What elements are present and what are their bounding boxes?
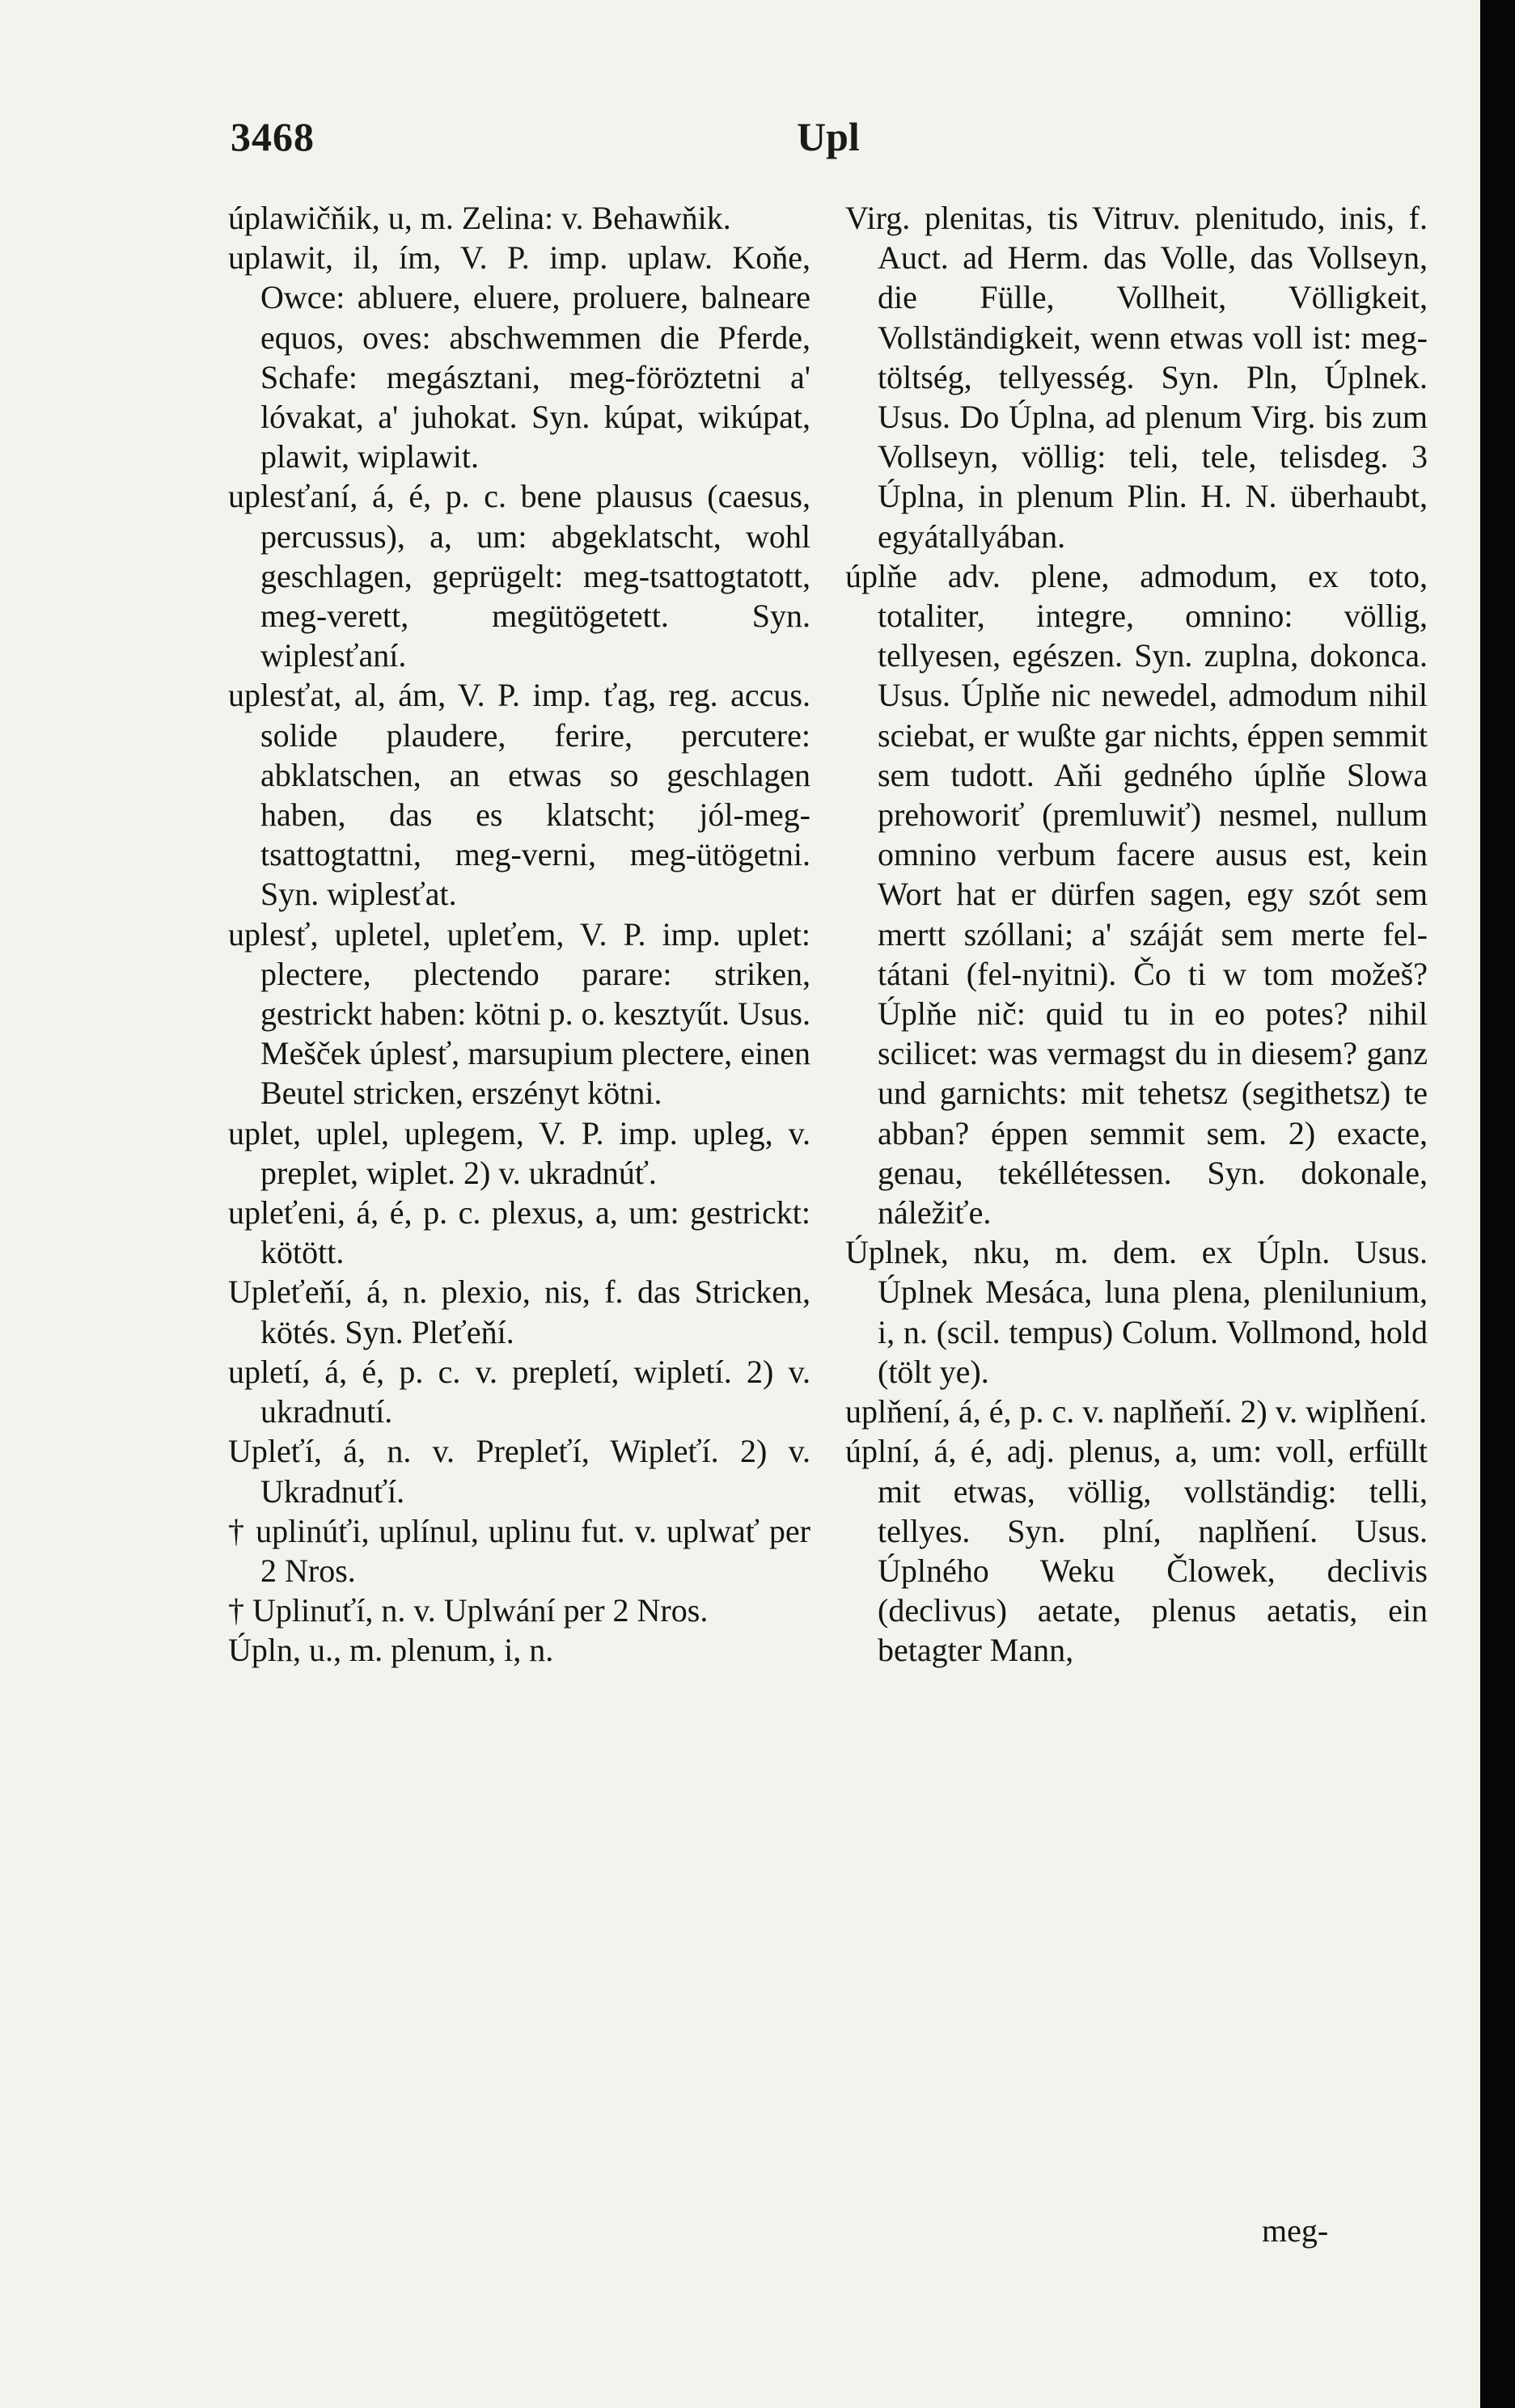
dictionary-entry: Úpln, u., m. plenum, i, n. (228, 1632, 554, 1669)
catchword: meg- (1262, 2212, 1329, 2249)
dictionary-entry: † Uplinuťí, n. v. Uplwání per 2 Nros. (228, 1592, 709, 1629)
left-column (228, 198, 810, 2381)
dictionary-entry: Upleťeňí, á, n. plexio, nis, f. das Stricken, kötés. Syn. Pleťeňí. (228, 1274, 810, 1350)
dictionary-entry: Úplnek, nku, m. dem. ex Úpln. Usus. Úplnek Mesáca, luna plena, plenilunium, i, n. (scil. tempus) Colum. Vollmond, hold (tölt ye). (845, 1234, 1428, 1390)
dictionary-entry: uplňení, á, é, p. c. v. naplňeňí. 2) v. wiplňení. (845, 1393, 1428, 1430)
right-column (845, 198, 1428, 2381)
dictionary-entry: uplesťat, al, ám, V. P. imp. ťag, reg. accus. solide plaudere, ferire, percutere: abklatschen, an etwas so geschlagen haben, das es klatscht; jól-meg-tsattogtattni, meg-verni, meg-ütögetni. Syn. wiplesťat. (228, 677, 810, 913)
running-head: Upl (797, 114, 860, 159)
dictionary-entry: uplesťaní, á, é, p. c. bene plausus (caesus, percussus), a, um: abgeklatscht, wohl geschlagen, geprügelt: meg-tsattogtatott, meg-verett, megütögetett. Syn. wiplesťaní. (228, 478, 810, 674)
dictionary-entry: Upleťí, á, n. v. Prepleťí, Wipleťí. 2) v. Ukradnuťí. (228, 1433, 810, 1510)
dictionary-entry: upletí, á, é, p. c. v. prepletí, wipletí. 2) v. ukradnutí. (228, 1353, 810, 1430)
dictionary-entry: † uplinúťi, uplínul, uplinu fut. v. uplwať per 2 Nros. (228, 1512, 810, 1589)
page-number: 3468 (231, 114, 315, 159)
dictionary-entry: úplní, á, é, adj. plenus, a, um: voll, erfüllt mit etwas, völlig, vollständig: telli, tellyes. Syn. plní, naplňení. Usus. Úplného Weku Člowek, declivis (declivus) aetate, plenus aetatis, ein betagter Mann, (845, 1433, 1428, 1669)
dictionary-entry: uplawit, il, ím, V. P. imp. uplaw. Koňe, Owce: abluere, eluere, proluere, balneare equos, oves: abschwemmen die Pferde, Schafe: megásztani, meg-föröztetni a' lóvakat, a' juhokat. Syn. kúpat, wikúpat, plawit, wiplawit. (228, 239, 810, 475)
dictionary-entry: uplesť, upletel, upleťem, V. P. imp. uplet: plectere, plectendo parare: striken, gestrickt haben: kötni p. o. kesztyűt. Usus. Mešček úplesť, marsupium plectere, einen Beutel stricken, erszényt kötni. (228, 915, 810, 1112)
scan-edge (1480, 0, 1515, 2408)
dictionary-entry: upleťeni, á, é, p. c. plexus, a, um: gestrickt: kötött. (228, 1194, 810, 1271)
dictionary-entry: uplet, uplel, uplegem, V. P. imp. upleg, v. preplet, wiplet. 2) v. ukradnúť. (228, 1114, 810, 1191)
dictionary-entry: úplňe adv. plene, admodum, ex toto, totaliter, integre, omnino: völlig, tellyesen, egészen. Syn. zuplna, dokonca. Usus. Úplňe nic newedel, admodum nihil sciebat, er wußte gar nichts, éppen semmit sem tudott. Aňi gedného úplňe Slowa prehoworiť (premluwiť) nesmel, nullum omnino verbum facere ausus est, kein Wort hat er dürfen sagen, egy szót sem mertt szóllani; a' száját sem merte fel-tátani (fel-nyitni). Čo ti w tom možeš? Úplňe nič: quid tu in eo potes? nihil scilicet: was vermagst du in diesem? ganz und garnichts: mit tehetsz (segithetsz) te abban? éppen semmit sem. 2) exacte, genau, tekéllétessen. Syn. dokonale, náležiťe. (845, 557, 1428, 1231)
dictionary-entry: Virg. plenitas, tis Vitruv. plenitudo, inis, f. Auct. ad Herm. das Volle, das Vollseyn, die Fülle, Vollheit, Völligkeit, Vollständigkeit, wenn etwas voll ist: meg-töltség, tellyesség. Syn. Pln, Úplnek. Usus. Do Úplna, ad plenum Virg. bis zum Vollseyn, völlig: teli, tele, telisdeg. 3 Úplna, in plenum Plin. H. N. überhaubt, egyátallyában. (845, 200, 1428, 555)
dictionary-entry: úplawičňik, u, m. Zelina: v. Behawňik. (228, 200, 731, 236)
